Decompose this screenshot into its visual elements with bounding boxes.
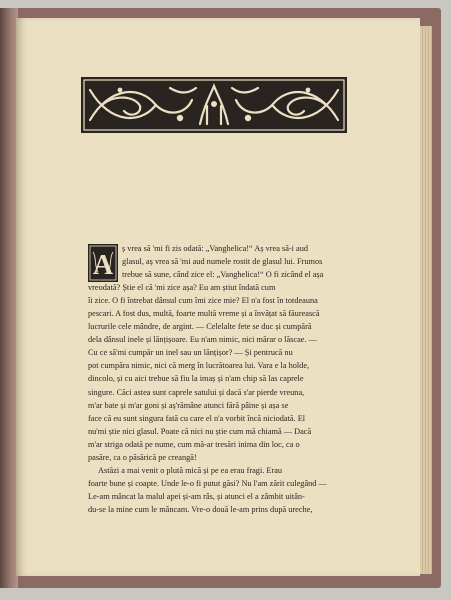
text-line: lucrurile cele mândre, de argint. — Celelalte fete se duc și cumpără	[88, 322, 312, 332]
text-line: m'ar striga odată pe nume, cum mă-ar tresări inima din loc, ca o	[88, 439, 300, 449]
text-line: singure. Căci astea sunt caprele satului și dacă s'ar pierde vreuna,	[88, 387, 305, 397]
text-line: foarte bune și coapte. Unde le-o fi putut găsi? Nu l'am zărit culegând —	[88, 478, 327, 488]
text-line: face că eu sunt singura fată cu care el n'a vorbit încă niciodată. El	[88, 413, 306, 423]
text-line: vreodată? Știe el că 'mi zice așa? Eu am știut îndată cum	[88, 283, 276, 293]
text-line: îi zice. O fi întrebat dânsul cum îmi zice mie? El n'a fost în totdeauna	[88, 296, 318, 306]
drop-cap-letter: A	[92, 250, 114, 281]
page-text	[88, 242, 356, 516]
text-line: Cu ce să'mi cumpăr un inel sau un lănțișor? — Și pentrucă nu	[88, 348, 293, 358]
drop-cap-ornament	[88, 244, 118, 282]
text-line: pot cumpăra nimic, nici că merg în lucrătoarea lui. Vara e la holde,	[88, 361, 310, 371]
page-edges	[420, 26, 432, 574]
text-line: trebue să sune, când zice el: „Vanghelica!“ O fi zicând el așa	[122, 270, 324, 280]
text-line: dela dânsul inele și lănțișoare. Eu n'am nimic, nici mărar o lăscae. —	[88, 335, 317, 345]
text-line: dincolo, și cu aici trebue să fiu la imaș și n'am chip să las caprele	[88, 374, 304, 384]
text-line: pescari. A fost dus, multă, foarte multă vreme și a învățat să făurească	[88, 309, 320, 319]
ornamental-headpiece	[80, 76, 348, 134]
text-line: du-se la mine cum le mâncam. Vre-o două le-am prins după ureche,	[88, 504, 313, 514]
text-line: m'ar bate și m'ar goni și aș'rămâne atunci fără pâine și așa se	[88, 400, 289, 410]
text-line: nu'mi știe nici glasul. Poate că nici nu știe cum mă chiamă — Dacă	[88, 426, 312, 436]
text-line: glasul, aș vrea să 'mi aud numele rostit de glasul lui. Frumos	[122, 257, 323, 267]
text-line: Astăzi a mai venit o plută mică și pe ea erau fragi. Erau	[98, 465, 283, 475]
text-line: pasăre, ca o păsărică pe creangă!	[88, 452, 197, 462]
text-line: ș vrea să 'mi fi zis odată: „Vanghelica!“ Aș vrea să-i aud	[122, 244, 309, 253]
text-line: Le-am mâncat la malul apei și-am râs, și atunci el a zâmbit uitân-	[88, 491, 305, 501]
